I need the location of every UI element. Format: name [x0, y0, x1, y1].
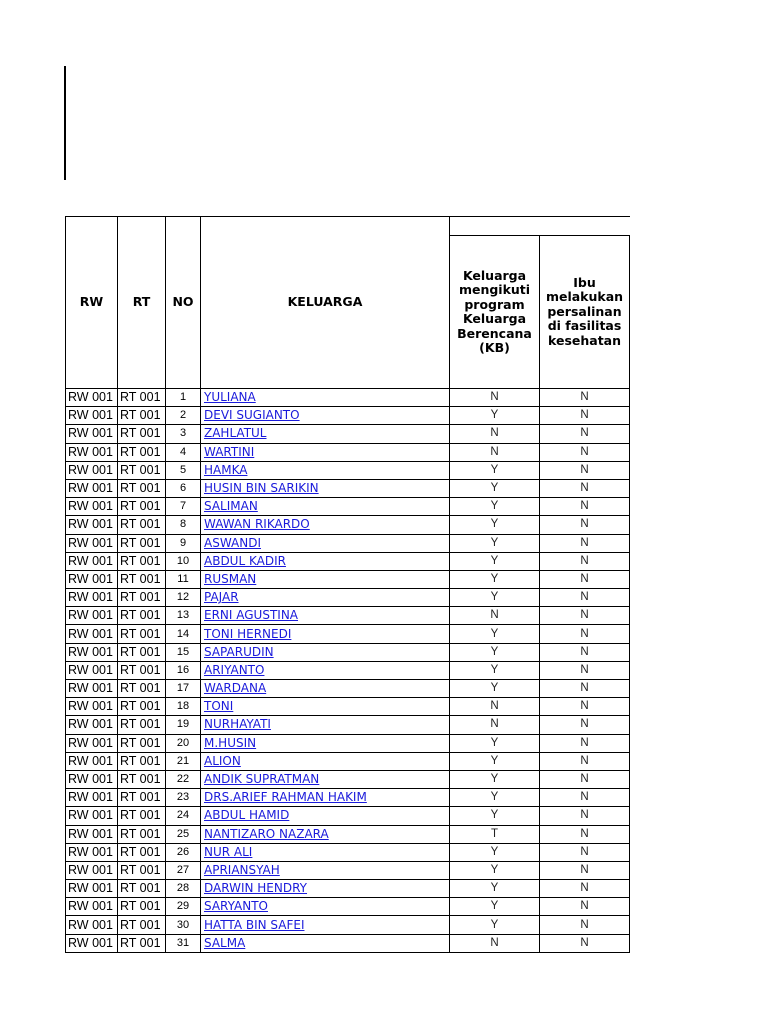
- persalinan-cell: N: [540, 734, 630, 752]
- keluarga-cell: [201, 807, 450, 825]
- kb-cell: Y: [450, 680, 540, 698]
- kb-cell: N: [450, 389, 540, 407]
- rw-cell: RW 001: [66, 807, 118, 825]
- no-cell: 14: [166, 625, 201, 643]
- rt-cell: RT 001: [118, 680, 166, 698]
- keluarga-link[interactable]: ZAHLATUL: [204, 426, 267, 441]
- rt-cell: RT 001: [118, 734, 166, 752]
- rw-cell: RW 001: [66, 843, 118, 861]
- rt-cell: RT 001: [118, 534, 166, 552]
- table-row: [66, 516, 630, 534]
- keluarga-cell: [201, 680, 450, 698]
- keluarga-link[interactable]: ERNI AGUSTINA: [204, 608, 299, 623]
- keluarga-link[interactable]: PAJAR: [204, 590, 239, 605]
- rw-cell: RW 001: [66, 479, 118, 497]
- keluarga-cell: [201, 407, 450, 425]
- kb-cell: Y: [450, 861, 540, 879]
- no-cell: 2: [166, 407, 201, 425]
- no-cell: 24: [166, 807, 201, 825]
- rw-cell: RW 001: [66, 552, 118, 570]
- persalinan-cell: N: [540, 570, 630, 588]
- rt-cell: RT 001: [118, 643, 166, 661]
- table-row: [66, 861, 630, 879]
- kb-cell: Y: [450, 880, 540, 898]
- persalinan-cell: N: [540, 898, 630, 916]
- no-cell: 11: [166, 570, 201, 588]
- keluarga-link[interactable]: HATTA BIN SAFEI: [204, 917, 305, 932]
- kb-cell: Y: [450, 625, 540, 643]
- no-cell: 9: [166, 534, 201, 552]
- keluarga-link[interactable]: HUSIN BIN SARIKIN: [204, 481, 319, 496]
- no-cell: 3: [166, 425, 201, 443]
- rw-cell: RW 001: [66, 916, 118, 934]
- keluarga-cell: [201, 934, 450, 952]
- table-row: [66, 425, 630, 443]
- keluarga-link[interactable]: WARTINI: [204, 444, 255, 459]
- header-group-top: [450, 217, 630, 236]
- keluarga-link[interactable]: ABDUL HAMID: [204, 808, 290, 823]
- rw-cell: RW 001: [66, 825, 118, 843]
- no-cell: 22: [166, 770, 201, 788]
- rt-cell: RT 001: [118, 861, 166, 879]
- kb-cell: N: [450, 934, 540, 952]
- rw-cell: RW 001: [66, 898, 118, 916]
- rw-cell: RW 001: [66, 625, 118, 643]
- kb-cell: Y: [450, 643, 540, 661]
- persalinan-cell: N: [540, 843, 630, 861]
- rt-cell: RT 001: [118, 807, 166, 825]
- rw-cell: RW 001: [66, 752, 118, 770]
- keluarga-link[interactable]: ANDIK SUPRATMAN: [204, 772, 320, 787]
- table-row: [66, 752, 630, 770]
- rw-cell: RW 001: [66, 661, 118, 679]
- no-cell: 25: [166, 825, 201, 843]
- persalinan-cell: N: [540, 916, 630, 934]
- keluarga-link[interactable]: NUR ALI: [204, 844, 253, 859]
- rw-cell: RW 001: [66, 770, 118, 788]
- persalinan-cell: N: [540, 880, 630, 898]
- keluarga-cell: [201, 898, 450, 916]
- no-cell: 15: [166, 643, 201, 661]
- no-cell: 6: [166, 479, 201, 497]
- keluarga-cell: [201, 570, 450, 588]
- no-cell: 28: [166, 880, 201, 898]
- kb-cell: Y: [450, 516, 540, 534]
- no-cell: 13: [166, 607, 201, 625]
- persalinan-cell: N: [540, 770, 630, 788]
- keluarga-cell: [201, 752, 450, 770]
- table-row: [66, 479, 630, 497]
- header-rw: RW: [66, 217, 118, 389]
- rt-cell: RT 001: [118, 789, 166, 807]
- table-row: [66, 716, 630, 734]
- keluarga-cell: [201, 425, 450, 443]
- no-cell: 12: [166, 589, 201, 607]
- no-cell: 23: [166, 789, 201, 807]
- kb-cell: Y: [450, 534, 540, 552]
- kb-cell: Y: [450, 661, 540, 679]
- table-row: [66, 807, 630, 825]
- kb-cell: Y: [450, 589, 540, 607]
- no-cell: 30: [166, 916, 201, 934]
- table-row: [66, 407, 630, 425]
- keluarga-link[interactable]: DEVI SUGIANTO: [204, 408, 300, 423]
- keluarga-cell: [201, 534, 450, 552]
- no-cell: 26: [166, 843, 201, 861]
- keluarga-link[interactable]: APRIANSYAH: [204, 862, 280, 877]
- keluarga-cell: [201, 552, 450, 570]
- table-row: [66, 461, 630, 479]
- no-cell: 16: [166, 661, 201, 679]
- table-row: [66, 570, 630, 588]
- kb-cell: N: [450, 607, 540, 625]
- keluarga-link[interactable]: WARDANA: [204, 681, 267, 696]
- persalinan-cell: N: [540, 825, 630, 843]
- keluarga-cell: [201, 843, 450, 861]
- rw-cell: RW 001: [66, 789, 118, 807]
- kb-cell: Y: [450, 734, 540, 752]
- no-cell: 17: [166, 680, 201, 698]
- keluarga-link[interactable]: ALION: [204, 753, 241, 768]
- header-kb: Keluarga mengikuti program Keluarga Berencana (KB): [450, 236, 540, 389]
- keluarga-cell: [201, 861, 450, 879]
- rt-cell: RT 001: [118, 479, 166, 497]
- persalinan-cell: N: [540, 516, 630, 534]
- keluarga-link[interactable]: SAPARUDIN: [204, 644, 274, 659]
- rt-cell: RT 001: [118, 461, 166, 479]
- rt-cell: RT 001: [118, 498, 166, 516]
- persalinan-cell: N: [540, 643, 630, 661]
- persalinan-cell: N: [540, 934, 630, 952]
- rt-cell: RT 001: [118, 880, 166, 898]
- table-row: [66, 770, 630, 788]
- no-cell: 27: [166, 861, 201, 879]
- keluarga-cell: [201, 498, 450, 516]
- keluarga-link[interactable]: ARIYANTO: [204, 662, 265, 677]
- table-row: [66, 643, 630, 661]
- table-row: [66, 680, 630, 698]
- keluarga-link[interactable]: RUSMAN: [204, 571, 257, 586]
- header-persalinan: Ibu melakukan persalinan di fasilitas kesehatan: [540, 236, 630, 389]
- table-body: [66, 389, 630, 953]
- rw-cell: RW 001: [66, 516, 118, 534]
- table-row: [66, 607, 630, 625]
- rt-cell: RT 001: [118, 407, 166, 425]
- table-row: [66, 934, 630, 952]
- persalinan-cell: N: [540, 698, 630, 716]
- keluarga-link[interactable]: TONI HERNEDI: [204, 626, 292, 641]
- table-row: [66, 825, 630, 843]
- no-cell: 4: [166, 443, 201, 461]
- no-cell: 29: [166, 898, 201, 916]
- keluarga-cell: [201, 607, 450, 625]
- rw-cell: RW 001: [66, 861, 118, 879]
- table-row: [66, 498, 630, 516]
- header-keluarga: KELUARGA: [201, 217, 450, 389]
- rt-cell: RT 001: [118, 570, 166, 588]
- family-data-table: [65, 216, 630, 953]
- keluarga-link[interactable]: ABDUL KADIR: [204, 553, 286, 568]
- kb-cell: Y: [450, 461, 540, 479]
- keluarga-cell: [201, 479, 450, 497]
- keluarga-cell: [201, 461, 450, 479]
- rw-cell: RW 001: [66, 589, 118, 607]
- keluarga-link[interactable]: WAWAN RIKARDO: [204, 517, 310, 532]
- rt-cell: RT 001: [118, 425, 166, 443]
- table-row: [66, 880, 630, 898]
- rw-cell: RW 001: [66, 680, 118, 698]
- table-row: [66, 898, 630, 916]
- persalinan-cell: N: [540, 680, 630, 698]
- rw-cell: RW 001: [66, 643, 118, 661]
- keluarga-link[interactable]: ASWANDI: [204, 535, 261, 550]
- persalinan-cell: N: [540, 807, 630, 825]
- rw-cell: RW 001: [66, 607, 118, 625]
- table-row: [66, 789, 630, 807]
- no-cell: 20: [166, 734, 201, 752]
- no-cell: 8: [166, 516, 201, 534]
- persalinan-cell: N: [540, 752, 630, 770]
- no-cell: 19: [166, 716, 201, 734]
- rt-cell: RT 001: [118, 589, 166, 607]
- keluarga-cell: [201, 443, 450, 461]
- table-row: [66, 625, 630, 643]
- keluarga-cell: [201, 734, 450, 752]
- persalinan-cell: N: [540, 461, 630, 479]
- persalinan-cell: N: [540, 498, 630, 516]
- keluarga-link[interactable]: NURHAYATI: [204, 717, 271, 732]
- no-cell: 21: [166, 752, 201, 770]
- kb-cell: Y: [450, 916, 540, 934]
- rw-cell: RW 001: [66, 880, 118, 898]
- rt-cell: RT 001: [118, 716, 166, 734]
- header-rt: RT: [118, 217, 166, 389]
- table-row: [66, 698, 630, 716]
- rt-cell: RT 001: [118, 752, 166, 770]
- keluarga-link[interactable]: M.HUSIN: [204, 735, 257, 750]
- kb-cell: Y: [450, 570, 540, 588]
- kb-cell: Y: [450, 498, 540, 516]
- no-cell: 7: [166, 498, 201, 516]
- kb-cell: Y: [450, 807, 540, 825]
- kb-cell: N: [450, 425, 540, 443]
- keluarga-cell: [201, 916, 450, 934]
- persalinan-cell: N: [540, 425, 630, 443]
- kb-cell: Y: [450, 752, 540, 770]
- left-margin-rule: [64, 66, 66, 180]
- rw-cell: RW 001: [66, 734, 118, 752]
- persalinan-cell: N: [540, 861, 630, 879]
- kb-cell: Y: [450, 407, 540, 425]
- rt-cell: RT 001: [118, 825, 166, 843]
- rt-cell: RT 001: [118, 443, 166, 461]
- rt-cell: RT 001: [118, 916, 166, 934]
- persalinan-cell: N: [540, 443, 630, 461]
- kb-cell: N: [450, 698, 540, 716]
- persalinan-cell: N: [540, 789, 630, 807]
- persalinan-cell: N: [540, 407, 630, 425]
- rw-cell: RW 001: [66, 389, 118, 407]
- table-row: [66, 661, 630, 679]
- table-row: [66, 843, 630, 861]
- kb-cell: Y: [450, 552, 540, 570]
- persalinan-cell: N: [540, 389, 630, 407]
- keluarga-link[interactable]: SALIMAN: [204, 499, 258, 514]
- persalinan-cell: N: [540, 479, 630, 497]
- rt-cell: RT 001: [118, 389, 166, 407]
- rw-cell: RW 001: [66, 425, 118, 443]
- table-row: [66, 734, 630, 752]
- kb-cell: Y: [450, 789, 540, 807]
- keluarga-link[interactable]: YULIANA: [204, 390, 256, 405]
- persalinan-cell: N: [540, 607, 630, 625]
- table-row: [66, 443, 630, 461]
- keluarga-cell: [201, 825, 450, 843]
- rt-cell: RT 001: [118, 552, 166, 570]
- keluarga-link[interactable]: DRS.ARIEF RAHMAN HAKIM: [204, 790, 367, 805]
- keluarga-cell: [201, 716, 450, 734]
- kb-cell: N: [450, 443, 540, 461]
- keluarga-cell: [201, 698, 450, 716]
- keluarga-cell: [201, 770, 450, 788]
- persalinan-cell: N: [540, 716, 630, 734]
- rw-cell: RW 001: [66, 570, 118, 588]
- rt-cell: RT 001: [118, 898, 166, 916]
- rw-cell: RW 001: [66, 716, 118, 734]
- keluarga-link[interactable]: NANTIZARO NAZARA: [204, 826, 329, 841]
- keluarga-link[interactable]: DARWIN HENDRY: [204, 881, 308, 896]
- kb-cell: T: [450, 825, 540, 843]
- keluarga-cell: [201, 516, 450, 534]
- kb-cell: Y: [450, 770, 540, 788]
- no-cell: 31: [166, 934, 201, 952]
- rw-cell: RW 001: [66, 698, 118, 716]
- rt-cell: RT 001: [118, 625, 166, 643]
- table-row: [66, 916, 630, 934]
- persalinan-cell: N: [540, 589, 630, 607]
- keluarga-cell: [201, 880, 450, 898]
- no-cell: 10: [166, 552, 201, 570]
- rw-cell: RW 001: [66, 498, 118, 516]
- keluarga-cell: [201, 589, 450, 607]
- no-cell: 1: [166, 389, 201, 407]
- rw-cell: RW 001: [66, 461, 118, 479]
- persalinan-cell: N: [540, 534, 630, 552]
- rt-cell: RT 001: [118, 698, 166, 716]
- rw-cell: RW 001: [66, 407, 118, 425]
- rw-cell: RW 001: [66, 443, 118, 461]
- kb-cell: Y: [450, 898, 540, 916]
- keluarga-cell: [201, 789, 450, 807]
- kb-cell: Y: [450, 843, 540, 861]
- keluarga-link[interactable]: HAMKA: [204, 462, 248, 477]
- keluarga-link[interactable]: SALMA: [204, 935, 246, 950]
- rt-cell: RT 001: [118, 770, 166, 788]
- table-row: [66, 534, 630, 552]
- no-cell: 18: [166, 698, 201, 716]
- keluarga-cell: [201, 625, 450, 643]
- rt-cell: RT 001: [118, 607, 166, 625]
- rt-cell: RT 001: [118, 661, 166, 679]
- persalinan-cell: N: [540, 552, 630, 570]
- no-cell: 5: [166, 461, 201, 479]
- keluarga-cell: [201, 661, 450, 679]
- rw-cell: RW 001: [66, 934, 118, 952]
- table-row: [66, 389, 630, 407]
- keluarga-cell: [201, 643, 450, 661]
- keluarga-link[interactable]: SARYANTO: [204, 899, 268, 914]
- rt-cell: RT 001: [118, 843, 166, 861]
- persalinan-cell: N: [540, 661, 630, 679]
- persalinan-cell: N: [540, 625, 630, 643]
- kb-cell: Y: [450, 479, 540, 497]
- kb-cell: N: [450, 716, 540, 734]
- table-row: [66, 589, 630, 607]
- rt-cell: RT 001: [118, 516, 166, 534]
- header-no: NO: [166, 217, 201, 389]
- rw-cell: RW 001: [66, 534, 118, 552]
- keluarga-cell: [201, 389, 450, 407]
- rt-cell: RT 001: [118, 934, 166, 952]
- table-row: [66, 552, 630, 570]
- keluarga-link[interactable]: TONI: [204, 699, 234, 714]
